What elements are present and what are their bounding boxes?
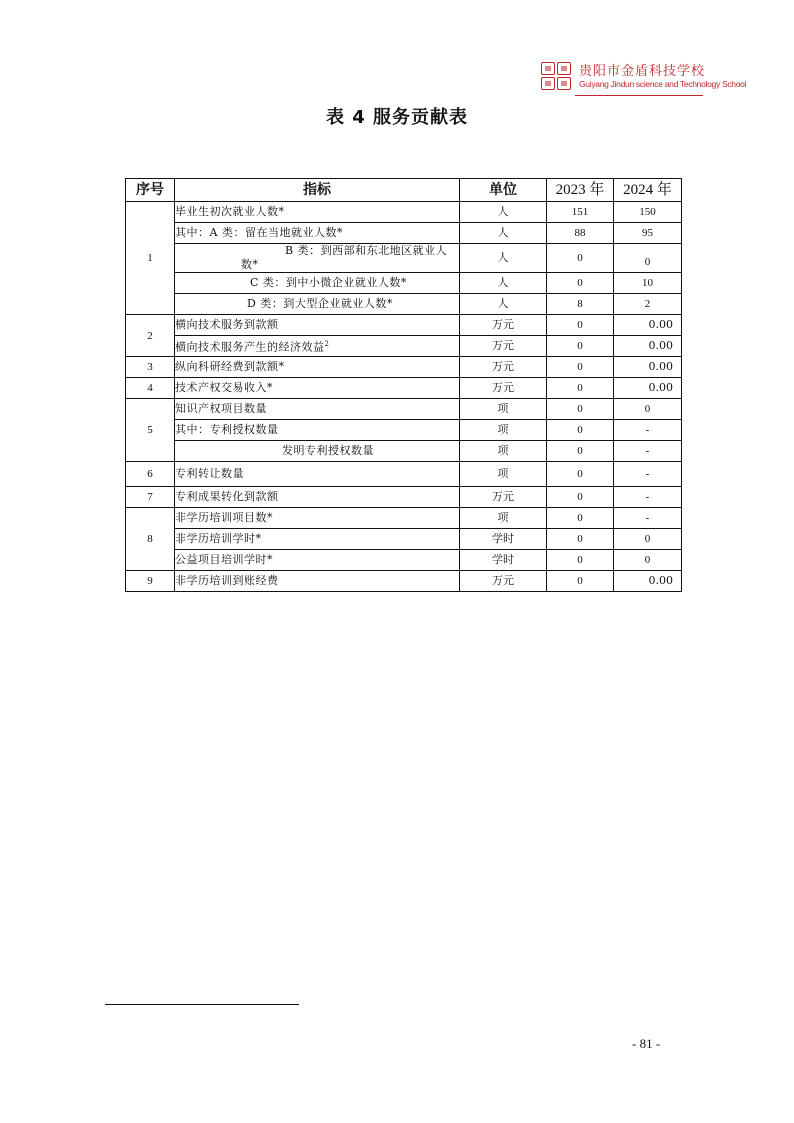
table-row (126, 202, 682, 223)
unit-cell: 万元 (460, 336, 547, 357)
indicator-cell: 毕业生初次就业人数* (175, 202, 460, 223)
unit-cell: 人 (460, 244, 547, 273)
indicator-cell (175, 336, 460, 357)
value-2024-cell: - (614, 487, 682, 508)
value-2024-cell: - (614, 462, 682, 487)
table-row (126, 399, 682, 420)
header-indicator: 指标 (175, 179, 460, 202)
unit-cell: 万元 (460, 487, 547, 508)
unit-cell: 学时 (460, 550, 547, 571)
value-2023-cell: 0 (547, 420, 614, 441)
indicator-line-2: 数* (241, 258, 259, 271)
table-row (126, 529, 682, 550)
unit-cell: 人 (460, 202, 547, 223)
indicator-cell: 非学历培训学时* (175, 529, 460, 550)
table-row (126, 487, 682, 508)
value-2023-cell: 0 (547, 441, 614, 462)
page-title: 表 4 服务贡献表 (325, 107, 469, 128)
seq-cell: 6 (126, 462, 175, 487)
unit-cell: 万元 (460, 378, 547, 399)
unit-cell: 项 (460, 420, 547, 441)
school-name-en: Guiyang Jindun science and Technology School (579, 79, 747, 89)
value-2024-cell: - (614, 420, 682, 441)
unit-cell: 万元 (460, 357, 547, 378)
indicator-cell: 纵向科研经费到款额* (175, 357, 460, 378)
value-2023-cell: 0 (547, 336, 614, 357)
value-2023-cell: 0 (547, 508, 614, 529)
footnote-marker: 2 (324, 340, 330, 349)
table-row (126, 508, 682, 529)
seq-cell: 8 (126, 508, 175, 571)
value-2023-cell: 151 (547, 202, 614, 223)
table-row (126, 441, 682, 462)
table-row (126, 244, 682, 273)
value-2024-cell: 0.00 (614, 571, 682, 592)
seq-cell: 1 (126, 202, 175, 315)
seq-cell: 7 (126, 487, 175, 508)
value-2024-cell: 95 (614, 223, 682, 244)
indicator-cell: 横向技术服务到款额 (175, 315, 460, 336)
unit-cell: 万元 (460, 315, 547, 336)
value-2023-cell: 0 (547, 550, 614, 571)
value-2023-cell: 0 (547, 571, 614, 592)
seq-cell: 9 (126, 571, 175, 592)
value-2023-cell: 0 (547, 315, 614, 336)
seq-cell: 3 (126, 357, 175, 378)
value-2023-cell: 0 (547, 378, 614, 399)
table-row (126, 378, 682, 399)
school-name-cn: 贵阳市金盾科技学校 (579, 64, 706, 79)
table-row (126, 315, 682, 336)
seq-cell: 2 (126, 315, 175, 357)
indicator-cell: 专利转让数量 (175, 462, 460, 487)
indicator-cell: 其中：专利授权数量 (175, 420, 460, 441)
table-row (126, 336, 682, 357)
unit-cell: 万元 (460, 571, 547, 592)
table-row (126, 550, 682, 571)
indicator-cell: 公益项目培训学时* (175, 550, 460, 571)
indicator-cell-multiline (175, 244, 460, 273)
indicator-cell: 技术产权交易收入* (175, 378, 460, 399)
value-2023-cell: 0 (547, 244, 614, 273)
value-2023-cell: 0 (547, 529, 614, 550)
value-2023-cell: 8 (547, 294, 614, 315)
indicator-cell: 其中：A 类：留在当地就业人数* (175, 223, 460, 244)
table-header-row (126, 179, 682, 202)
indicator-text: 横向技术服务产生的经济效益 (175, 340, 325, 354)
indicator-cell: 非学历培训到账经费 (175, 571, 460, 592)
table-row (126, 462, 682, 487)
header-divider (575, 95, 703, 96)
value-2023-cell: 0 (547, 462, 614, 487)
header-2023: 2023 年 (547, 179, 614, 202)
value-2024-cell: 150 (614, 202, 682, 223)
value-2024-cell: 10 (614, 273, 682, 294)
unit-cell: 人 (460, 294, 547, 315)
footnote-divider (105, 1004, 299, 1005)
value-2024-cell: 0.00 (614, 336, 682, 357)
table-row (126, 273, 682, 294)
value-2024-cell: 0 (614, 399, 682, 420)
indicator-cell: 专利成果转化到款额 (175, 487, 460, 508)
indicator-cell: 知识产权项目数量 (175, 399, 460, 420)
value-2023-cell: 0 (547, 273, 614, 294)
value-2024-cell: 0 (614, 244, 682, 273)
header-unit: 单位 (460, 179, 547, 202)
page-number: - 81 - (632, 1036, 661, 1051)
seq-cell: 5 (126, 399, 175, 462)
indicator-cell: 发明专利授权数量 (175, 441, 460, 462)
table-row (126, 420, 682, 441)
indicator-cell: C 类：到中小微企业就业人数* (175, 273, 460, 294)
value-2023-cell: 0 (547, 399, 614, 420)
unit-cell: 项 (460, 462, 547, 487)
unit-cell: 学时 (460, 529, 547, 550)
seq-cell: 4 (126, 378, 175, 399)
table-row (126, 357, 682, 378)
value-2024-cell: 0.00 (614, 315, 682, 336)
unit-cell: 项 (460, 441, 547, 462)
unit-cell: 人 (460, 273, 547, 294)
value-2023-cell: 0 (547, 487, 614, 508)
unit-cell: 人 (460, 223, 547, 244)
indicator-line-1: B 类：到西部和东北地区就业人 (285, 244, 448, 257)
header-2024: 2024 年 (614, 179, 682, 202)
service-contribution-table (125, 178, 682, 592)
unit-cell: 项 (460, 508, 547, 529)
value-2024-cell: - (614, 441, 682, 462)
value-2024-cell: 0 (614, 550, 682, 571)
unit-cell: 项 (460, 399, 547, 420)
indicator-cell: D 类：到大型企业就业人数* (175, 294, 460, 315)
table-row (126, 571, 682, 592)
value-2024-cell: 0 (614, 529, 682, 550)
value-2023-cell: 88 (547, 223, 614, 244)
indicator-cell: 非学历培训项目数* (175, 508, 460, 529)
table-row (126, 223, 682, 244)
value-2024-cell: 0.00 (614, 357, 682, 378)
school-logo (541, 62, 573, 92)
header-seq: 序号 (126, 179, 175, 202)
value-2024-cell: - (614, 508, 682, 529)
value-2023-cell: 0 (547, 357, 614, 378)
value-2024-cell: 0.00 (614, 378, 682, 399)
table-row (126, 294, 682, 315)
value-2024-cell: 2 (614, 294, 682, 315)
